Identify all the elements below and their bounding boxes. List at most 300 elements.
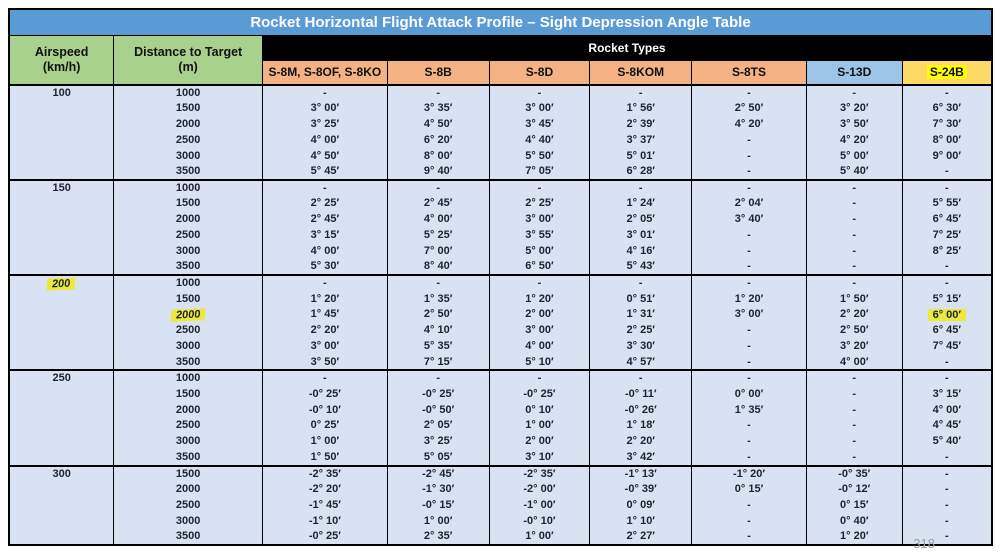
angle-value: 1° 10′ — [626, 514, 655, 527]
distance-cell — [114, 291, 263, 307]
angle-value: - — [945, 450, 949, 463]
angle-cell — [902, 212, 992, 228]
angle-value: 1° 00′ — [525, 530, 554, 543]
angle-value: - — [323, 372, 327, 385]
angle-cell — [263, 275, 388, 291]
angle-value: -0° 50′ — [422, 403, 455, 416]
angle-value: 5° 00′ — [525, 245, 554, 258]
distance-value: 3500 — [175, 260, 201, 273]
distance-value: 1500 — [175, 292, 201, 305]
angle-cell — [806, 212, 902, 228]
angle-value: 4° 00′ — [525, 340, 554, 353]
distance-value: 3500 — [175, 530, 201, 543]
angle-value: 4° 00′ — [310, 134, 340, 146]
angle-cell — [902, 418, 992, 434]
angle-cell — [806, 418, 902, 434]
table-row — [9, 164, 992, 180]
angle-cell — [902, 275, 992, 291]
angle-cell — [902, 434, 992, 450]
distance-cell — [114, 133, 263, 149]
distance-value: 3000 — [175, 340, 201, 353]
angle-cell — [387, 275, 489, 291]
angle-value: -1° 45′ — [308, 498, 341, 511]
angle-value: 1° 35′ — [734, 403, 764, 416]
angle-value: 3° 15′ — [932, 387, 962, 400]
angle-cell — [489, 117, 590, 133]
angle-cell — [902, 291, 992, 307]
angle-value: 5° 00′ — [840, 149, 869, 162]
distance-cell — [114, 228, 263, 244]
table-row — [9, 133, 992, 149]
angle-cell — [489, 228, 590, 244]
distance-value: 2000 — [175, 482, 201, 495]
angle-value: - — [747, 245, 751, 258]
table-row — [9, 244, 992, 260]
angle-cell — [590, 259, 692, 275]
table-row — [9, 212, 992, 228]
angle-value: 2° 05′ — [626, 213, 655, 226]
angle-value: - — [945, 277, 949, 290]
angle-value: 8° 40′ — [423, 260, 453, 273]
angle-value: 7° 15′ — [423, 355, 453, 368]
angle-cell — [387, 259, 489, 275]
angle-value: 2° 27′ — [626, 530, 655, 543]
distance-value: 3000 — [175, 435, 201, 448]
table-row — [9, 529, 992, 545]
angle-cell — [263, 212, 388, 228]
angle-value: 3° 00′ — [734, 308, 764, 321]
angle-value: 4° 00′ — [840, 355, 869, 368]
angle-cell — [692, 386, 807, 402]
angle-value: 4° 16′ — [626, 245, 655, 258]
angle-cell — [263, 228, 388, 244]
angle-cell — [902, 180, 992, 196]
angle-cell — [590, 117, 692, 133]
angle-value: 2° 35′ — [423, 530, 453, 543]
angle-cell — [806, 497, 902, 513]
angle-cell — [387, 355, 489, 371]
angle-value: 4° 00′ — [423, 213, 453, 226]
rocket-type-label: S-8M, S-8OF, S-8KO — [268, 65, 382, 80]
angle-cell — [263, 497, 388, 513]
angle-value: -2° 20′ — [308, 482, 341, 495]
angle-cell — [692, 481, 807, 497]
angle-cell — [387, 418, 489, 434]
angle-value: 1° 20′ — [310, 292, 340, 305]
airspeed-value: 150 — [52, 182, 71, 195]
angle-cell — [692, 275, 807, 291]
angle-value: - — [852, 245, 857, 258]
angle-cell — [692, 291, 807, 307]
angle-value: - — [747, 372, 751, 385]
angle-cell — [902, 513, 992, 529]
airspeed-cell — [9, 370, 114, 465]
angle-value: 8° 00′ — [423, 149, 453, 162]
distance-cell — [114, 355, 263, 371]
table-row — [9, 513, 992, 529]
angle-cell — [692, 228, 807, 244]
angle-cell — [692, 450, 807, 466]
distance-value: 1000 — [175, 277, 201, 290]
angle-value: 3° 00′ — [525, 102, 554, 115]
angle-value: 0° 10′ — [525, 403, 554, 416]
angle-cell — [387, 196, 489, 212]
angle-cell — [806, 339, 902, 355]
angle-cell — [387, 370, 489, 386]
angle-cell — [806, 180, 902, 196]
angle-value: - — [747, 165, 751, 178]
angle-value: 4° 50′ — [423, 118, 453, 131]
angle-value: -0° 10′ — [523, 514, 556, 527]
angle-cell — [806, 133, 902, 149]
angle-cell — [263, 291, 388, 307]
angle-cell — [263, 450, 388, 466]
angle-cell — [263, 386, 388, 402]
angle-cell — [692, 196, 807, 212]
angle-cell — [263, 481, 388, 497]
angle-value: - — [747, 450, 751, 463]
angle-cell — [590, 148, 692, 164]
distance-cell — [114, 212, 263, 228]
airspeed-header-line1: Airspeed — [34, 44, 89, 59]
angle-value: 1° 20′ — [525, 292, 554, 305]
angle-value: 7° 30′ — [932, 118, 962, 131]
angle-cell — [902, 148, 992, 164]
angle-cell — [263, 402, 388, 418]
angle-cell — [806, 307, 902, 323]
angle-cell — [489, 402, 590, 418]
distance-value: 2000 — [175, 403, 201, 416]
airspeed-value: 100 — [52, 87, 71, 99]
angle-cell — [489, 370, 590, 386]
angle-value: - — [747, 149, 751, 162]
angle-cell — [263, 85, 388, 101]
angle-cell — [387, 450, 489, 466]
angle-cell — [590, 450, 692, 466]
angle-value: -0° 11′ — [624, 387, 657, 400]
angle-cell — [263, 529, 388, 545]
angle-cell — [692, 497, 807, 513]
angle-value: 2° 00′ — [525, 308, 554, 321]
angle-cell — [692, 117, 807, 133]
angle-value: 0° 00′ — [734, 387, 764, 400]
angle-value: 2° 50′ — [840, 324, 869, 337]
distance-cell — [114, 529, 263, 545]
table-row — [9, 434, 992, 450]
angle-cell — [806, 259, 902, 275]
distance-cell — [114, 275, 263, 291]
angle-value: 1° 24′ — [626, 197, 655, 210]
table-row — [9, 148, 992, 164]
angle-cell — [387, 513, 489, 529]
table-row — [9, 402, 992, 418]
angle-value: - — [747, 435, 751, 448]
angle-cell — [692, 434, 807, 450]
airspeed-value: 300 — [52, 467, 71, 480]
angle-cell — [387, 339, 489, 355]
rocket-type-label: S-8KOM — [617, 65, 665, 80]
angle-value: 3° 15′ — [310, 229, 340, 242]
angle-cell — [489, 133, 590, 149]
angle-value: 2° 20′ — [310, 324, 340, 337]
angle-cell — [806, 228, 902, 244]
sight-depression-table — [8, 8, 993, 551]
angle-value: - — [638, 372, 643, 385]
angle-value: 0° 25′ — [310, 419, 340, 432]
angle-cell — [590, 291, 692, 307]
angle-cell — [489, 355, 590, 371]
angle-cell — [387, 212, 489, 228]
angle-cell — [806, 275, 902, 291]
angle-cell — [692, 244, 807, 260]
distance-cell — [114, 370, 263, 386]
angle-value: -2° 35′ — [523, 467, 556, 480]
angle-value: - — [945, 372, 949, 385]
angle-value: - — [852, 419, 857, 432]
angle-cell — [692, 370, 807, 386]
angle-cell — [263, 418, 388, 434]
distance-value: 3000 — [175, 514, 201, 527]
angle-value: - — [638, 86, 643, 99]
angle-value: 3° 35′ — [423, 102, 453, 115]
angle-cell — [902, 402, 992, 418]
angle-cell — [263, 164, 388, 180]
table-row — [9, 418, 992, 434]
distance-cell — [114, 418, 263, 434]
angle-cell — [489, 101, 590, 117]
angle-value: 6° 45′ — [932, 213, 962, 226]
rocket-type-header-s-24b — [902, 60, 992, 85]
angle-cell — [902, 228, 992, 244]
angle-value: 3° 50′ — [310, 355, 340, 368]
angle-value: - — [852, 197, 857, 210]
angle-cell — [806, 386, 902, 402]
angle-value: 1° 56′ — [626, 102, 655, 115]
angle-cell — [387, 148, 489, 164]
distance-value: 1500 — [175, 102, 201, 115]
title-row — [9, 9, 992, 35]
distance-cell — [114, 180, 263, 196]
angle-value: 0° 51′ — [626, 292, 655, 305]
angle-cell — [387, 180, 489, 196]
angle-value: - — [323, 182, 327, 195]
table-body — [9, 85, 992, 545]
angle-cell — [489, 291, 590, 307]
table-row — [9, 355, 992, 371]
angle-value: 8° 00′ — [932, 134, 962, 146]
angle-value: - — [852, 435, 857, 448]
angle-cell — [489, 196, 590, 212]
angle-cell — [902, 259, 992, 275]
angle-value: 5° 05′ — [423, 450, 453, 463]
angle-cell — [387, 244, 489, 260]
angle-cell — [263, 180, 388, 196]
angle-cell — [489, 339, 590, 355]
angle-value: 6° 00′ — [928, 309, 966, 321]
table-row — [9, 481, 992, 497]
angle-cell — [590, 212, 692, 228]
distance-value: 1500 — [175, 467, 201, 480]
angle-cell — [590, 434, 692, 450]
angle-value: 7° 00′ — [423, 245, 453, 258]
angle-value: 1° 45′ — [310, 308, 340, 321]
angle-value: - — [852, 450, 857, 463]
angle-cell — [590, 323, 692, 339]
angle-value: 3° 00′ — [310, 102, 340, 115]
angle-cell — [263, 259, 388, 275]
distance-value: 2500 — [175, 134, 201, 146]
distance-cell — [114, 466, 263, 482]
distance-cell — [114, 450, 263, 466]
angle-value: -0° 39′ — [624, 482, 657, 495]
distance-cell — [114, 164, 263, 180]
angle-value: -0° 35′ — [838, 467, 871, 480]
angle-value: - — [747, 355, 751, 368]
distance-cell — [114, 307, 263, 323]
angle-cell — [806, 291, 902, 307]
angle-cell — [263, 355, 388, 371]
angle-cell — [263, 307, 388, 323]
angle-cell — [902, 497, 992, 513]
angle-cell — [902, 196, 992, 212]
table-row — [9, 450, 992, 466]
angle-cell — [387, 307, 489, 323]
table-row — [9, 370, 992, 386]
distance-value: 1500 — [175, 197, 201, 210]
angle-cell — [590, 497, 692, 513]
angle-value: -1° 30′ — [422, 482, 455, 495]
distance-value: 3500 — [175, 165, 201, 178]
angle-cell — [489, 323, 590, 339]
angle-value: - — [323, 86, 327, 99]
angle-value: - — [945, 530, 949, 543]
rocket-type-header-s-8kom — [590, 60, 692, 85]
angle-value: 5° 10′ — [525, 355, 554, 368]
angle-cell — [692, 148, 807, 164]
angle-value: -0° 25′ — [308, 387, 341, 400]
angle-cell — [692, 307, 807, 323]
angle-value: 3° 25′ — [423, 435, 453, 448]
angle-cell — [590, 101, 692, 117]
angle-value: 4° 00′ — [310, 245, 340, 258]
angle-cell — [692, 85, 807, 101]
angle-cell — [489, 434, 590, 450]
angle-value: -0° 26′ — [624, 403, 657, 416]
angle-cell — [387, 529, 489, 545]
distance-cell — [114, 339, 263, 355]
angle-cell — [590, 275, 692, 291]
angle-cell — [806, 529, 902, 545]
distance-cell — [114, 323, 263, 339]
angle-value: 3° 42′ — [626, 450, 655, 463]
angle-value: 4° 00′ — [932, 403, 962, 416]
angle-value: -1° 00′ — [523, 498, 556, 511]
angle-cell — [806, 85, 902, 101]
angle-cell — [489, 164, 590, 180]
table-row — [9, 339, 992, 355]
angle-value: 6° 50′ — [525, 260, 554, 273]
distance-value: 1000 — [175, 86, 201, 99]
distance-column-header — [114, 35, 263, 85]
distance-cell — [114, 85, 263, 101]
angle-cell — [387, 466, 489, 482]
angle-cell — [489, 529, 590, 545]
angle-cell — [590, 180, 692, 196]
angle-value: 5° 25′ — [423, 229, 453, 242]
angle-cell — [387, 164, 489, 180]
angle-cell — [692, 323, 807, 339]
angle-cell — [590, 418, 692, 434]
angle-cell — [263, 434, 388, 450]
angle-cell — [489, 148, 590, 164]
angle-cell — [489, 85, 590, 101]
table-row — [9, 101, 992, 117]
angle-cell — [263, 101, 388, 117]
angle-cell — [692, 339, 807, 355]
angle-cell — [806, 196, 902, 212]
angle-cell — [387, 85, 489, 101]
angle-value: 5° 40′ — [840, 165, 869, 178]
angle-value: - — [852, 182, 857, 195]
angle-value: 1° 35′ — [423, 292, 453, 305]
distance-cell — [114, 196, 263, 212]
angle-value: 2° 20′ — [840, 308, 869, 321]
angle-value: 4° 45′ — [932, 419, 962, 432]
table-row — [9, 291, 992, 307]
distance-value: 1500 — [175, 387, 201, 400]
angle-value: - — [945, 260, 949, 273]
angle-cell — [806, 402, 902, 418]
distance-cell — [114, 434, 263, 450]
angle-value: 0° 40′ — [840, 514, 869, 527]
angle-cell — [263, 117, 388, 133]
angle-cell — [590, 355, 692, 371]
distance-value: 2000 — [175, 118, 201, 131]
angle-value: 1° 00′ — [423, 514, 453, 527]
angle-value: 3° 30′ — [626, 340, 655, 353]
angle-cell — [263, 466, 388, 482]
angle-value: - — [747, 134, 751, 146]
airspeed-cell — [9, 180, 114, 275]
angle-cell — [806, 355, 902, 371]
angle-cell — [590, 196, 692, 212]
angle-cell — [263, 323, 388, 339]
angle-cell — [902, 244, 992, 260]
angle-cell — [692, 529, 807, 545]
rocket-type-label: S-8B — [424, 65, 452, 80]
angle-cell — [692, 133, 807, 149]
angle-cell — [902, 164, 992, 180]
angle-value: 0° 09′ — [626, 498, 655, 511]
angle-value: - — [852, 229, 857, 242]
angle-cell — [590, 466, 692, 482]
distance-cell — [114, 244, 263, 260]
angle-cell — [692, 212, 807, 228]
header-row-1 — [9, 35, 992, 60]
airspeed-cell — [9, 275, 114, 370]
angle-cell — [387, 434, 489, 450]
angle-value: - — [852, 372, 857, 385]
angle-cell — [387, 228, 489, 244]
angle-cell — [489, 513, 590, 529]
angle-value: - — [537, 86, 542, 99]
table-row — [9, 117, 992, 133]
angle-value: - — [945, 86, 949, 99]
angle-value: - — [537, 372, 542, 385]
angle-value: - — [852, 86, 857, 99]
angle-cell — [263, 244, 388, 260]
angle-cell — [590, 133, 692, 149]
